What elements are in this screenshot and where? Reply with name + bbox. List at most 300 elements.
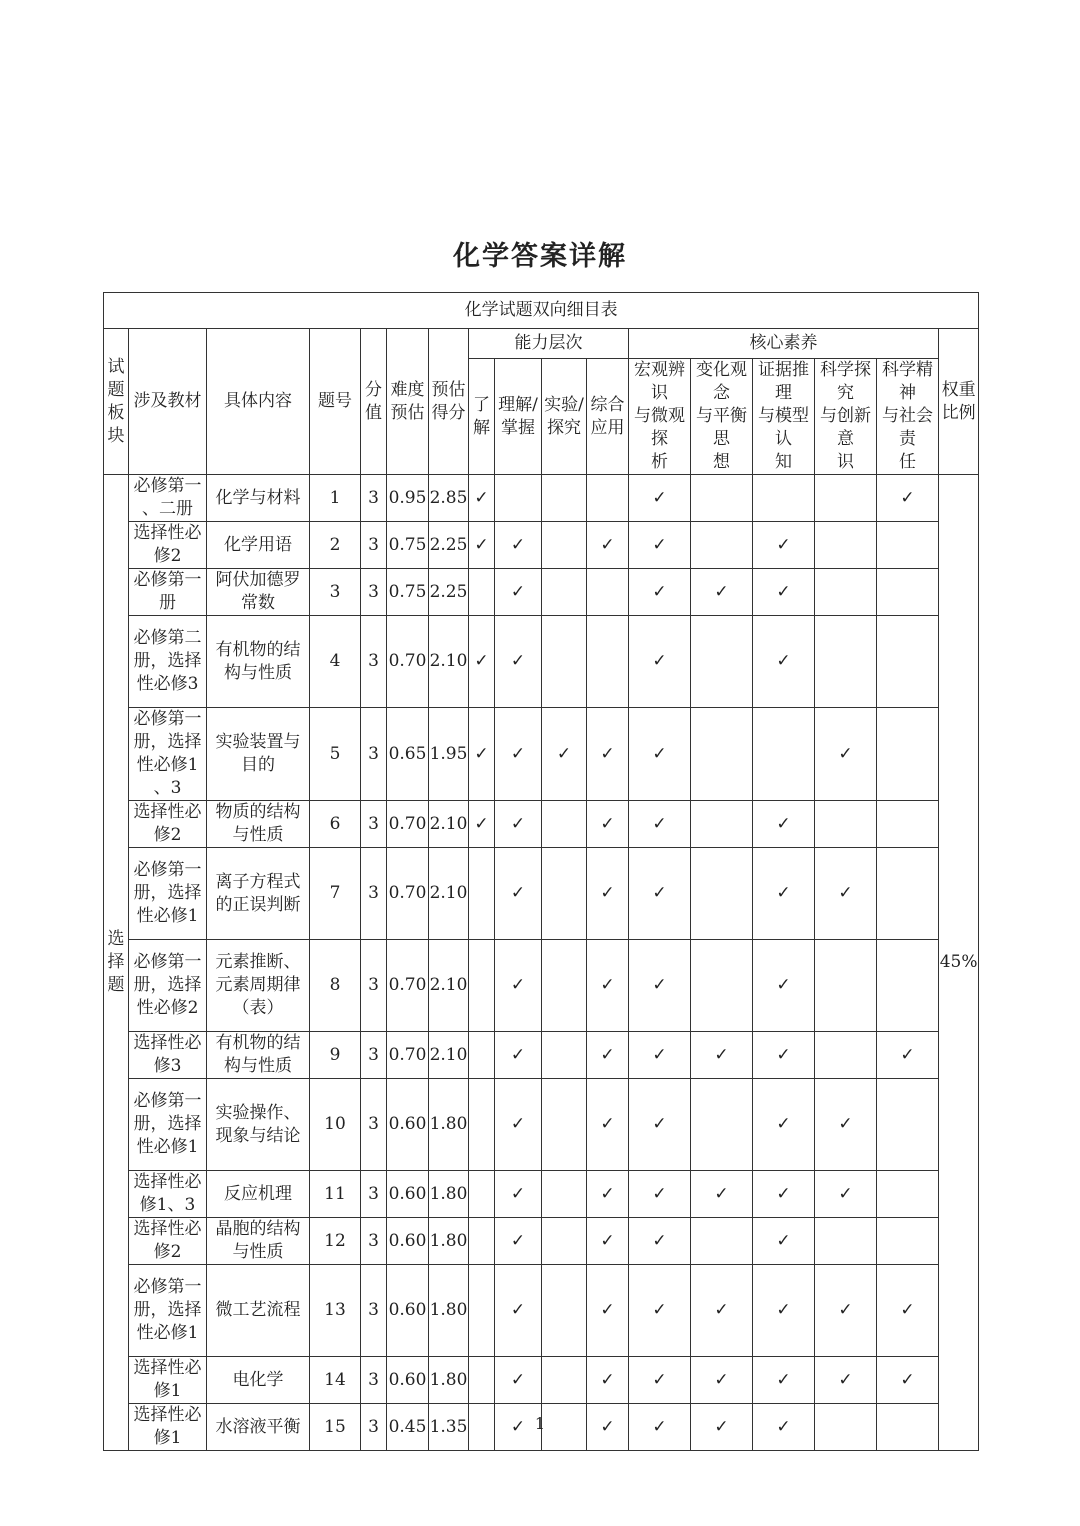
literacy-check-3: [753, 475, 815, 522]
check-mark-icon: ✓: [838, 1300, 853, 1320]
score-cell: 3: [361, 708, 387, 801]
literacy-check-4: [815, 1079, 877, 1171]
check-mark-icon: ✓: [600, 1230, 615, 1251]
ability-check-3: [542, 1265, 587, 1357]
difficulty-cell: 0.60: [387, 1171, 429, 1218]
check-mark-icon: ✓: [652, 651, 667, 671]
check-mark-icon: ✓: [556, 743, 572, 764]
check-mark-icon: ✓: [510, 743, 526, 764]
difficulty-cell: 0.70: [387, 616, 429, 708]
check-mark-icon: ✓: [838, 1114, 853, 1134]
literacy-check-2: [691, 522, 753, 569]
literacy-check-5: [877, 616, 939, 708]
literacy-check-1: [629, 708, 691, 801]
table-row: [104, 708, 979, 801]
textbook-cell: 选择性必 修3: [129, 1032, 207, 1079]
textbook-cell: 选择性必 修2: [129, 522, 207, 569]
number-cell: 15: [310, 1404, 361, 1451]
textbook-cell: 选择性必 修1: [129, 1357, 207, 1404]
check-mark-icon: ✓: [652, 883, 667, 903]
difficulty-cell: 0.95: [387, 475, 429, 522]
ability-check-2: [495, 475, 542, 522]
check-mark-icon: ✓: [652, 534, 667, 555]
number-cell: 14: [310, 1357, 361, 1404]
check-mark-icon: ✓: [776, 1300, 791, 1320]
estimated-score-cell: 1.80: [429, 1218, 469, 1265]
table-row: [104, 569, 979, 616]
textbook-cell: 选择性必 修2: [129, 1218, 207, 1265]
check-mark-icon: ✓: [900, 1300, 915, 1320]
ability-check-4: [587, 522, 629, 569]
literacy-check-1: [629, 475, 691, 522]
content-cell: 实验装置与 目的: [207, 708, 310, 801]
literacy-check-3: [753, 1218, 815, 1265]
table-row: [104, 616, 979, 708]
ability-check-1: [469, 940, 495, 1032]
ability-check-4: [587, 569, 629, 616]
check-mark-icon: ✓: [510, 534, 526, 555]
literacy-check-3: [753, 708, 815, 801]
table-row: [104, 1265, 979, 1357]
number-cell: 13: [310, 1265, 361, 1357]
ability-check-1: [469, 1265, 495, 1357]
ability-check-3: [542, 940, 587, 1032]
check-mark-icon: ✓: [900, 487, 915, 508]
textbook-cell: 必修第一 册，选择 性必修1: [129, 848, 207, 940]
header-literacy-5: 科学精神 与社会责 任: [877, 359, 939, 475]
content-cell: 有机物的结 构与性质: [207, 616, 310, 708]
difficulty-cell: 0.70: [387, 848, 429, 940]
content-cell: 阿伏加德罗 常数: [207, 569, 310, 616]
score-cell: 3: [361, 1218, 387, 1265]
literacy-check-5: [877, 569, 939, 616]
literacy-check-5: [877, 1079, 939, 1171]
check-mark-icon: ✓: [838, 883, 853, 903]
check-mark-icon: ✓: [510, 1114, 526, 1134]
section-label: 选 择 题: [104, 475, 129, 1451]
literacy-check-4: [815, 569, 877, 616]
ability-check-1: [469, 801, 495, 848]
ability-check-1: [469, 475, 495, 522]
check-mark-icon: ✓: [474, 813, 489, 834]
check-mark-icon: ✓: [474, 534, 489, 555]
document-title: 化学答案详解: [453, 241, 627, 272]
literacy-check-3: [753, 1171, 815, 1218]
check-mark-icon: ✓: [900, 1044, 915, 1065]
content-cell: 物质的结构 与性质: [207, 801, 310, 848]
literacy-check-1: [629, 1171, 691, 1218]
specification-table: [103, 292, 979, 1451]
ability-check-4: [587, 1171, 629, 1218]
score-cell: 3: [361, 1404, 387, 1451]
check-mark-icon: ✓: [474, 487, 489, 508]
check-mark-icon: ✓: [474, 651, 489, 671]
textbook-cell: 必修第一 册，选择 性必修1 、3: [129, 708, 207, 801]
content-cell: 水溶液平衡: [207, 1404, 310, 1451]
ability-check-1: [469, 1357, 495, 1404]
literacy-check-3: [753, 1357, 815, 1404]
number-cell: 1: [310, 475, 361, 522]
check-mark-icon: ✓: [510, 1230, 526, 1251]
textbook-cell: 必修第一 册，选择 性必修2: [129, 940, 207, 1032]
estimated-score-cell: 1.95: [429, 708, 469, 801]
ability-check-2: [495, 616, 542, 708]
textbook-cell: 必修第二 册，选择 性必修3: [129, 616, 207, 708]
ability-check-3: [542, 1218, 587, 1265]
estimated-score-cell: 2.10: [429, 848, 469, 940]
check-mark-icon: ✓: [714, 581, 729, 602]
header-literacy-2: 变化观念 与平衡思 想: [691, 359, 753, 475]
estimated-score-cell: 1.35: [429, 1404, 469, 1451]
ability-check-3: [542, 801, 587, 848]
textbook-cell: 选择性必 修1、3: [129, 1171, 207, 1218]
number-cell: 3: [310, 569, 361, 616]
ability-check-2: [495, 848, 542, 940]
header-literacy-4: 科学探究 与创新意 识: [815, 359, 877, 475]
content-cell: 反应机理: [207, 1171, 310, 1218]
literacy-check-1: [629, 801, 691, 848]
textbook-cell: 选择性必 修2: [129, 801, 207, 848]
table-row: [104, 940, 979, 1032]
content-cell: 实验操作、 现象与结论: [207, 1079, 310, 1171]
check-mark-icon: ✓: [776, 1183, 791, 1204]
literacy-check-1: [629, 848, 691, 940]
difficulty-cell: 0.45: [387, 1404, 429, 1451]
score-cell: 3: [361, 1357, 387, 1404]
ability-check-1: [469, 1079, 495, 1171]
check-mark-icon: ✓: [652, 1230, 667, 1251]
check-mark-icon: ✓: [652, 1300, 667, 1320]
header-literacy-3: 证据推理 与模型认 知: [753, 359, 815, 475]
literacy-check-1: [629, 1218, 691, 1265]
table-row: [104, 801, 979, 848]
header-ability-3: 实验/ 探究: [542, 359, 587, 475]
check-mark-icon: ✓: [600, 1416, 615, 1437]
literacy-check-5: [877, 848, 939, 940]
check-mark-icon: ✓: [776, 581, 791, 602]
check-mark-icon: ✓: [714, 1183, 729, 1204]
estimated-score-cell: 1.80: [429, 1357, 469, 1404]
number-cell: 8: [310, 940, 361, 1032]
table-row: [104, 1218, 979, 1265]
check-mark-icon: ✓: [510, 651, 526, 671]
textbook-cell: 必修第一 册，选择 性必修1: [129, 1265, 207, 1357]
check-mark-icon: ✓: [652, 581, 667, 602]
ability-check-3: [542, 616, 587, 708]
content-cell: 元素推断、 元素周期律 （表）: [207, 940, 310, 1032]
literacy-check-5: [877, 522, 939, 569]
number-cell: 6: [310, 801, 361, 848]
literacy-check-4: [815, 1171, 877, 1218]
header-ability-group: 能力层次: [469, 329, 629, 359]
check-mark-icon: ✓: [714, 1369, 729, 1390]
table-caption: 化学试题双向细目表: [104, 293, 979, 329]
check-mark-icon: ✓: [652, 743, 667, 764]
ability-check-2: [495, 569, 542, 616]
difficulty-cell: 0.60: [387, 1265, 429, 1357]
textbook-cell: 必修第一 、二册: [129, 475, 207, 522]
literacy-check-1: [629, 569, 691, 616]
ability-check-4: [587, 475, 629, 522]
ability-check-1: [469, 708, 495, 801]
literacy-check-4: [815, 1218, 877, 1265]
literacy-check-3: [753, 522, 815, 569]
check-mark-icon: ✓: [600, 975, 615, 995]
check-mark-icon: ✓: [474, 743, 489, 764]
content-cell: 有机物的结 构与性质: [207, 1032, 310, 1079]
ability-check-1: [469, 616, 495, 708]
literacy-check-4: [815, 708, 877, 801]
estimated-score-cell: 1.80: [429, 1265, 469, 1357]
table-row: [104, 848, 979, 940]
ability-check-1: [469, 1171, 495, 1218]
difficulty-cell: 0.60: [387, 1079, 429, 1171]
difficulty-cell: 0.60: [387, 1218, 429, 1265]
check-mark-icon: ✓: [510, 813, 526, 834]
header-ability-4: 综合 应用: [587, 359, 629, 475]
check-mark-icon: ✓: [714, 1044, 729, 1065]
ability-check-2: [495, 1032, 542, 1079]
ability-check-1: [469, 1218, 495, 1265]
literacy-check-2: [691, 940, 753, 1032]
literacy-check-4: [815, 616, 877, 708]
literacy-check-3: [753, 801, 815, 848]
header-weight: 权重 比例: [939, 329, 979, 475]
literacy-check-3: [753, 1032, 815, 1079]
check-mark-icon: ✓: [776, 975, 791, 995]
literacy-check-2: [691, 616, 753, 708]
check-mark-icon: ✓: [776, 1044, 791, 1065]
header-score: 分 值: [361, 329, 387, 475]
number-cell: 9: [310, 1032, 361, 1079]
table-row: [104, 1357, 979, 1404]
literacy-check-5: [877, 1032, 939, 1079]
ability-check-4: [587, 1032, 629, 1079]
page-number: 1: [534, 1414, 546, 1433]
textbook-cell: 选择性必 修1: [129, 1404, 207, 1451]
check-mark-icon: ✓: [510, 1300, 526, 1320]
literacy-check-5: [877, 1265, 939, 1357]
literacy-check-4: [815, 1357, 877, 1404]
literacy-check-2: [691, 848, 753, 940]
weight-value: 45%: [939, 475, 979, 1451]
table-row: [104, 475, 979, 522]
difficulty-cell: 0.75: [387, 569, 429, 616]
literacy-check-4: [815, 522, 877, 569]
literacy-check-1: [629, 1265, 691, 1357]
number-cell: 12: [310, 1218, 361, 1265]
check-mark-icon: ✓: [510, 1416, 526, 1437]
check-mark-icon: ✓: [714, 1300, 729, 1320]
literacy-check-4: [815, 848, 877, 940]
check-mark-icon: ✓: [510, 581, 526, 602]
estimated-score-cell: 2.25: [429, 569, 469, 616]
ability-check-1: [469, 522, 495, 569]
ability-check-4: [587, 708, 629, 801]
literacy-check-1: [629, 940, 691, 1032]
check-mark-icon: ✓: [600, 1300, 615, 1320]
ability-check-3: [542, 848, 587, 940]
score-cell: 3: [361, 940, 387, 1032]
estimated-score-cell: 1.80: [429, 1079, 469, 1171]
check-mark-icon: ✓: [510, 1183, 526, 1204]
estimated-score-cell: 2.10: [429, 1032, 469, 1079]
estimated-score-cell: 2.25: [429, 522, 469, 569]
number-cell: 10: [310, 1079, 361, 1171]
check-mark-icon: ✓: [652, 975, 667, 995]
estimated-score-cell: 1.80: [429, 1171, 469, 1218]
check-mark-icon: ✓: [652, 1044, 667, 1065]
content-cell: 化学与材料: [207, 475, 310, 522]
check-mark-icon: ✓: [600, 1183, 615, 1204]
literacy-check-1: [629, 1079, 691, 1171]
check-mark-icon: ✓: [510, 1044, 526, 1065]
literacy-check-3: [753, 569, 815, 616]
ability-check-1: [469, 1032, 495, 1079]
textbook-cell: 必修第一 册: [129, 569, 207, 616]
literacy-check-2: [691, 1079, 753, 1171]
ability-check-2: [495, 801, 542, 848]
ability-check-4: [587, 1079, 629, 1171]
check-mark-icon: ✓: [600, 1369, 615, 1390]
ability-check-3: [542, 522, 587, 569]
check-mark-icon: ✓: [600, 743, 615, 764]
header-ability-2: 理解/ 掌握: [495, 359, 542, 475]
table-row: [104, 1079, 979, 1171]
score-cell: 3: [361, 1265, 387, 1357]
header-section: 试 题 板 块: [104, 329, 129, 475]
check-mark-icon: ✓: [776, 1114, 791, 1134]
check-mark-icon: ✓: [600, 883, 615, 903]
literacy-check-3: [753, 1265, 815, 1357]
literacy-check-5: [877, 1171, 939, 1218]
check-mark-icon: ✓: [776, 1230, 791, 1251]
literacy-check-2: [691, 1265, 753, 1357]
score-cell: 3: [361, 475, 387, 522]
number-cell: 2: [310, 522, 361, 569]
check-mark-icon: ✓: [776, 813, 791, 834]
content-cell: 电化学: [207, 1357, 310, 1404]
literacy-check-1: [629, 1032, 691, 1079]
literacy-check-2: [691, 1032, 753, 1079]
check-mark-icon: ✓: [776, 534, 791, 555]
check-mark-icon: ✓: [652, 1183, 667, 1204]
ability-check-2: [495, 1218, 542, 1265]
ability-check-4: [587, 848, 629, 940]
ability-check-2: [495, 522, 542, 569]
literacy-check-2: [691, 708, 753, 801]
number-cell: 7: [310, 848, 361, 940]
literacy-check-3: [753, 940, 815, 1032]
score-cell: 3: [361, 569, 387, 616]
difficulty-cell: 0.70: [387, 801, 429, 848]
check-mark-icon: ✓: [714, 1416, 729, 1437]
literacy-check-5: [877, 1218, 939, 1265]
literacy-check-2: [691, 1171, 753, 1218]
difficulty-cell: 0.70: [387, 940, 429, 1032]
ability-check-4: [587, 1218, 629, 1265]
ability-check-3: [542, 1079, 587, 1171]
content-cell: 微工艺流程: [207, 1265, 310, 1357]
literacy-check-4: [815, 940, 877, 1032]
check-mark-icon: ✓: [600, 1044, 615, 1065]
table-row: [104, 1171, 979, 1218]
estimated-score-cell: 2.85: [429, 475, 469, 522]
content-cell: 离子方程式 的正误判断: [207, 848, 310, 940]
header-literacy-1: 宏观辨识 与微观探 析: [629, 359, 691, 475]
ability-check-2: [495, 940, 542, 1032]
ability-check-3: [542, 569, 587, 616]
check-mark-icon: ✓: [510, 1369, 526, 1390]
literacy-check-5: [877, 940, 939, 1032]
header-literacy-group: 核心素养: [629, 329, 939, 359]
literacy-check-5: [877, 708, 939, 801]
score-cell: 3: [361, 1171, 387, 1218]
check-mark-icon: ✓: [652, 813, 667, 834]
estimated-score-cell: 2.10: [429, 940, 469, 1032]
header-difficulty: 难度 预估: [387, 329, 429, 475]
literacy-check-3: [753, 1079, 815, 1171]
check-mark-icon: ✓: [838, 1369, 853, 1390]
check-mark-icon: ✓: [838, 743, 853, 764]
check-mark-icon: ✓: [652, 487, 667, 508]
content-cell: 化学用语: [207, 522, 310, 569]
ability-check-3: [542, 1357, 587, 1404]
difficulty-cell: 0.70: [387, 1032, 429, 1079]
estimated-score-cell: 2.10: [429, 616, 469, 708]
header-number: 题号: [310, 329, 361, 475]
check-mark-icon: ✓: [600, 534, 615, 555]
check-mark-icon: ✓: [600, 813, 615, 834]
literacy-check-4: [815, 475, 877, 522]
literacy-check-2: [691, 801, 753, 848]
literacy-check-4: [815, 801, 877, 848]
check-mark-icon: ✓: [776, 1369, 791, 1390]
check-mark-icon: ✓: [776, 651, 791, 671]
ability-check-3: [542, 1171, 587, 1218]
check-mark-icon: ✓: [600, 1114, 615, 1134]
ability-check-2: [495, 1357, 542, 1404]
table-row: [104, 1032, 979, 1079]
check-mark-icon: ✓: [510, 883, 526, 903]
header-estimated: 预估 得分: [429, 329, 469, 475]
literacy-check-2: [691, 569, 753, 616]
estimated-score-cell: 2.10: [429, 801, 469, 848]
check-mark-icon: ✓: [510, 975, 526, 995]
ability-check-4: [587, 616, 629, 708]
difficulty-cell: 0.60: [387, 1357, 429, 1404]
ability-check-1: [469, 569, 495, 616]
textbook-cell: 必修第一 册，选择 性必修1: [129, 1079, 207, 1171]
literacy-check-1: [629, 616, 691, 708]
ability-check-2: [495, 1079, 542, 1171]
literacy-check-2: [691, 475, 753, 522]
ability-check-4: [587, 1357, 629, 1404]
check-mark-icon: ✓: [652, 1369, 667, 1390]
check-mark-icon: ✓: [776, 883, 791, 903]
difficulty-cell: 0.65: [387, 708, 429, 801]
check-mark-icon: ✓: [776, 1416, 791, 1437]
literacy-check-3: [753, 848, 815, 940]
literacy-check-2: [691, 1357, 753, 1404]
check-mark-icon: ✓: [900, 1369, 915, 1390]
literacy-check-3: [753, 616, 815, 708]
ability-check-2: [495, 708, 542, 801]
header-ability-1: 了 解: [469, 359, 495, 475]
check-mark-icon: ✓: [652, 1416, 667, 1437]
content-cell: 晶胞的结构 与性质: [207, 1218, 310, 1265]
ability-check-1: [469, 848, 495, 940]
